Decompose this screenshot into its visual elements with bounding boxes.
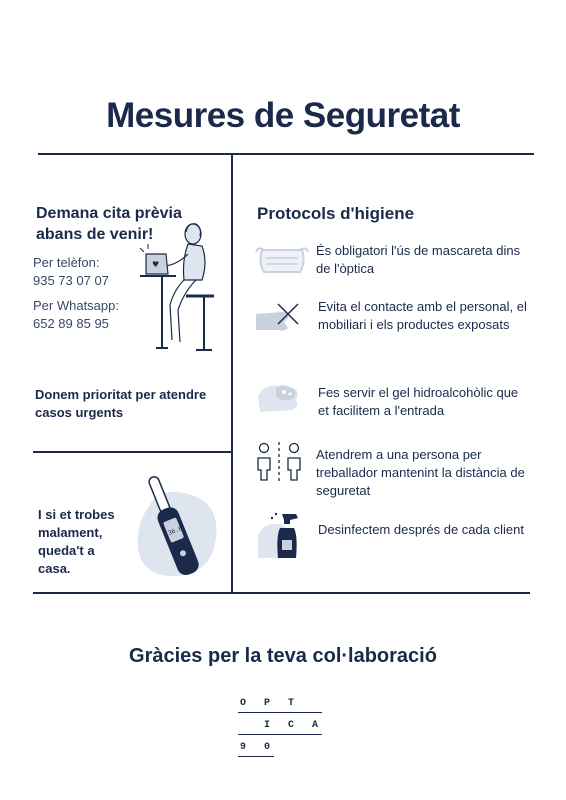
svg-text:36.6: 36.6 xyxy=(167,525,184,537)
whatsapp-label: Per Whatsapp: xyxy=(33,298,119,313)
hand-gel-text: Fes servir el gel hidroalcohòlic que et facilitem a l'entrada xyxy=(318,385,519,418)
distance-text: Atendrem a una persona per treballador mantenint la distància de seguretat xyxy=(316,447,525,498)
appointment-heading: Demana cita prèvia abans de venir! xyxy=(36,205,182,243)
no-contact-text: Evita el contacte amb el personal, el mobiliari i els productes exposats xyxy=(318,299,527,332)
bottom-divider xyxy=(33,592,530,594)
stay-home-text: I si et trobes malament, queda't a casa. xyxy=(38,507,115,576)
left-mid-divider xyxy=(33,451,231,453)
hand-gel-icon xyxy=(254,378,304,418)
whatsapp-number[interactable]: 652 89 85 95 xyxy=(33,316,109,331)
phone-label: Per telèfon: xyxy=(33,255,100,270)
logo-letter: I xyxy=(264,720,271,731)
logo-letter: 9 xyxy=(240,742,247,753)
top-divider xyxy=(38,153,534,155)
woman-laptop-illustration xyxy=(136,220,221,355)
logo-letter: C xyxy=(288,720,295,731)
logo-letter: P xyxy=(264,698,271,709)
optica90-logo xyxy=(238,696,328,766)
logo-letter: A xyxy=(312,720,319,731)
mask-icon xyxy=(254,242,310,278)
hygiene-heading: Protocols d'higiene xyxy=(257,204,415,223)
no-touch-hand-icon xyxy=(254,300,304,336)
logo-letter: 0 xyxy=(264,742,271,753)
spray-bottle-icon xyxy=(254,506,304,562)
phone-number[interactable]: 935 73 07 07 xyxy=(33,273,109,288)
mask-text: És obligatori l'ús de mascareta dins de l'òptica xyxy=(316,243,521,276)
svg-text:♥: ♥ xyxy=(152,260,160,269)
thanks-text: Gràcies per la teva col·laboració xyxy=(129,645,437,667)
center-divider xyxy=(231,153,233,593)
page-title: Mesures de Seguretat xyxy=(106,96,460,135)
logo-letter: O xyxy=(240,698,247,709)
distance-people-icon xyxy=(254,440,304,484)
disinfect-text: Desinfectem després de cada client xyxy=(318,522,524,537)
logo-letter: T xyxy=(288,698,295,709)
thermometer-illustration xyxy=(128,468,224,583)
priority-text: Donem prioritat per atendre casos urgents xyxy=(35,387,207,420)
